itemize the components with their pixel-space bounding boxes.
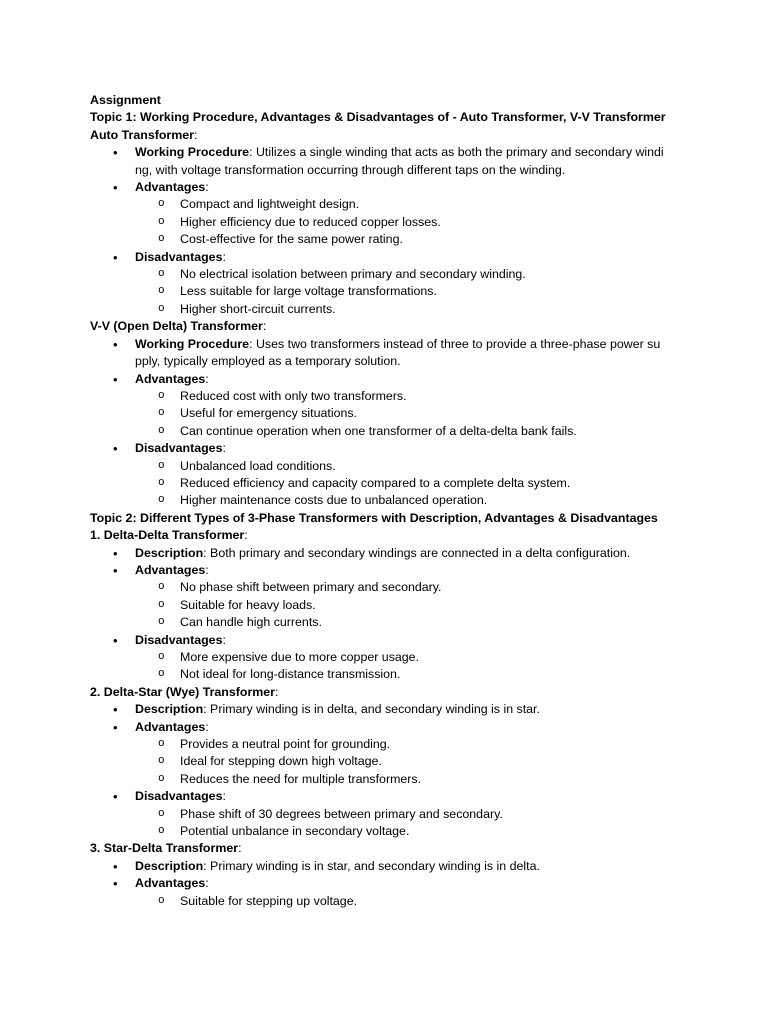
bullet-label: Advantages <box>135 371 206 386</box>
bullet-item <box>135 719 690 789</box>
section-heading: Auto Transformer: <box>90 127 198 142</box>
bullet-text: : <box>222 249 226 264</box>
section-heading-text: V-V (Open Delta) Transformer <box>90 319 263 334</box>
sub-item: o Cost-effective for the same power rating. <box>180 231 690 248</box>
bullet-text: : <box>205 719 209 734</box>
bullet-line <box>135 545 690 562</box>
topic1-body <box>90 127 690 510</box>
bullet-label: Description <box>135 702 204 717</box>
sub-list <box>135 196 690 248</box>
bullet-label: Advantages <box>135 876 206 891</box>
bullet-item <box>135 858 690 875</box>
bullet-item <box>135 371 690 441</box>
bullet-label: Working Procedure <box>135 336 250 351</box>
bullet-label: Working Procedure <box>135 145 250 160</box>
sub-item: o More expensive due to more copper usage. <box>180 649 690 666</box>
bullet-line <box>135 858 690 875</box>
bullet-text: : <box>205 180 209 195</box>
sub-item: o Can continue operation when one transformer of a delta-delta bank fails. <box>180 423 690 440</box>
bullet-item <box>135 875 690 910</box>
bullet-item <box>135 788 690 840</box>
bullet-line <box>135 179 690 196</box>
bullet-item <box>135 249 690 319</box>
bullet-label: Disadvantages <box>135 441 223 456</box>
section-heading: V-V (Open Delta) Transformer: <box>90 319 267 334</box>
topic1-title: Topic 1: Working Procedure, Advantages & Disadvantages of - Auto Transformer, V-V Transformer <box>90 110 666 125</box>
sub-item: o Less suitable for large voltage transformations. <box>180 283 690 300</box>
bullet-label: Description <box>135 858 204 873</box>
sub-item: o Provides a neutral point for grounding. <box>180 736 690 753</box>
bullet-text: : Primary winding is in delta, and secondary winding is in star. <box>203 702 540 717</box>
bullet-item <box>135 144 690 179</box>
bullet-label: Description <box>135 545 204 560</box>
sub-item: o Higher efficiency due to reduced copper losses. <box>180 214 690 231</box>
bullet-line <box>135 440 690 457</box>
sub-list <box>135 388 690 440</box>
bullet-line <box>135 336 690 353</box>
section-heading-text: Auto Transformer <box>90 127 194 142</box>
topic2-title: Topic 2: Different Types of 3-Phase Transformers with Description, Advantages & Disadvantages <box>90 510 658 525</box>
bullet-item <box>135 545 690 562</box>
bullet-line <box>135 719 690 736</box>
bullet-label: Disadvantages <box>135 249 223 264</box>
bullet-text: : <box>205 876 209 891</box>
bullet-text: : Both primary and secondary windings are connected in a delta configuration. <box>203 545 631 560</box>
sub-list <box>135 266 690 318</box>
sub-list <box>135 458 690 510</box>
sub-list <box>135 736 690 788</box>
bullet-text: : <box>222 632 226 647</box>
bullet-text: : <box>205 562 209 577</box>
bullet-line <box>135 875 690 892</box>
bullet-label: Disadvantages <box>135 789 223 804</box>
bullet-label: Advantages <box>135 719 206 734</box>
sub-item: o Useful for emergency situations. <box>180 405 690 422</box>
sub-item: o Not ideal for long-distance transmission. <box>180 666 690 683</box>
bullet-text-continued: ng, with voltage transformation occurring through different taps on the winding. <box>135 162 566 177</box>
sub-item: o Suitable for heavy loads. <box>180 597 690 614</box>
section-heading: 3. Star-Delta Transformer: <box>90 841 242 856</box>
bullet-label: Disadvantages <box>135 632 223 647</box>
bullet-list <box>90 144 690 318</box>
bullet-text: : <box>222 789 226 804</box>
bullet-item <box>135 179 690 249</box>
sub-item: o Reduced cost with only two transformers. <box>180 388 690 405</box>
sub-item: o Unbalanced load conditions. <box>180 458 690 475</box>
bullet-line <box>135 788 690 805</box>
section-heading: 1. Delta-Delta Transformer: <box>90 528 248 543</box>
sub-item: o Can handle high currents. <box>180 614 690 631</box>
sub-item: o Reduces the need for multiple transformers. <box>180 771 690 788</box>
topic2-body <box>90 527 690 910</box>
bullet-line <box>135 562 690 579</box>
sub-item: o Reduced efficiency and capacity compared to a complete delta system. <box>180 475 690 492</box>
sub-item: o Ideal for stepping down high voltage. <box>180 753 690 770</box>
bullet-text: : Uses two transformers instead of three to provide a three-phase power su <box>249 336 661 351</box>
bullet-line <box>135 701 690 718</box>
sub-list <box>135 893 690 910</box>
section-heading-text: 2. Delta-Star (Wye) Transformer <box>90 684 275 699</box>
bullet-line <box>135 249 690 266</box>
bullet-item <box>135 336 690 371</box>
sub-item: o Suitable for stepping up voltage. <box>180 893 690 910</box>
bullet-line <box>135 371 690 388</box>
sub-item: o Higher short-circuit currents. <box>180 301 690 318</box>
bullet-line <box>135 632 690 649</box>
bullet-item <box>135 701 690 718</box>
bullet-line <box>135 144 690 161</box>
sub-item: o Phase shift of 30 degrees between primary and secondary. <box>180 806 690 823</box>
sub-item: o No phase shift between primary and secondary. <box>180 579 690 596</box>
assignment-label: Assignment <box>90 93 161 107</box>
bullet-item <box>135 562 690 632</box>
bullet-item <box>135 440 690 510</box>
section-heading-text: 3. Star-Delta Transformer <box>90 841 239 856</box>
bullet-list <box>90 858 690 910</box>
sub-list <box>135 579 690 631</box>
section-heading-text: 1. Delta-Delta Transformer <box>90 528 245 543</box>
sub-list <box>135 649 690 684</box>
sub-item: o No electrical isolation between primary and secondary winding. <box>180 266 690 283</box>
sub-item: o Compact and lightweight design. <box>180 196 690 213</box>
sub-item: o Potential unbalance in secondary voltage. <box>180 823 690 840</box>
bullet-text: : Utilizes a single winding that acts as both the primary and secondary windi <box>249 145 664 160</box>
section-heading: 2. Delta-Star (Wye) Transformer: <box>90 684 279 699</box>
bullet-text: : <box>222 441 226 456</box>
sub-list <box>135 806 690 841</box>
bullet-label: Advantages <box>135 180 206 195</box>
bullet-label: Advantages <box>135 562 206 577</box>
bullet-list <box>90 545 690 684</box>
bullet-text: : <box>205 371 209 386</box>
bullet-item <box>135 632 690 684</box>
bullet-list <box>90 336 690 510</box>
sub-item: o Higher maintenance costs due to unbalanced operation. <box>180 492 690 509</box>
bullet-text: : Primary winding is in star, and secondary winding is in delta. <box>203 858 540 873</box>
bullet-text-continued: pply, typically employed as a temporary solution. <box>135 354 401 369</box>
bullet-list <box>90 701 690 840</box>
